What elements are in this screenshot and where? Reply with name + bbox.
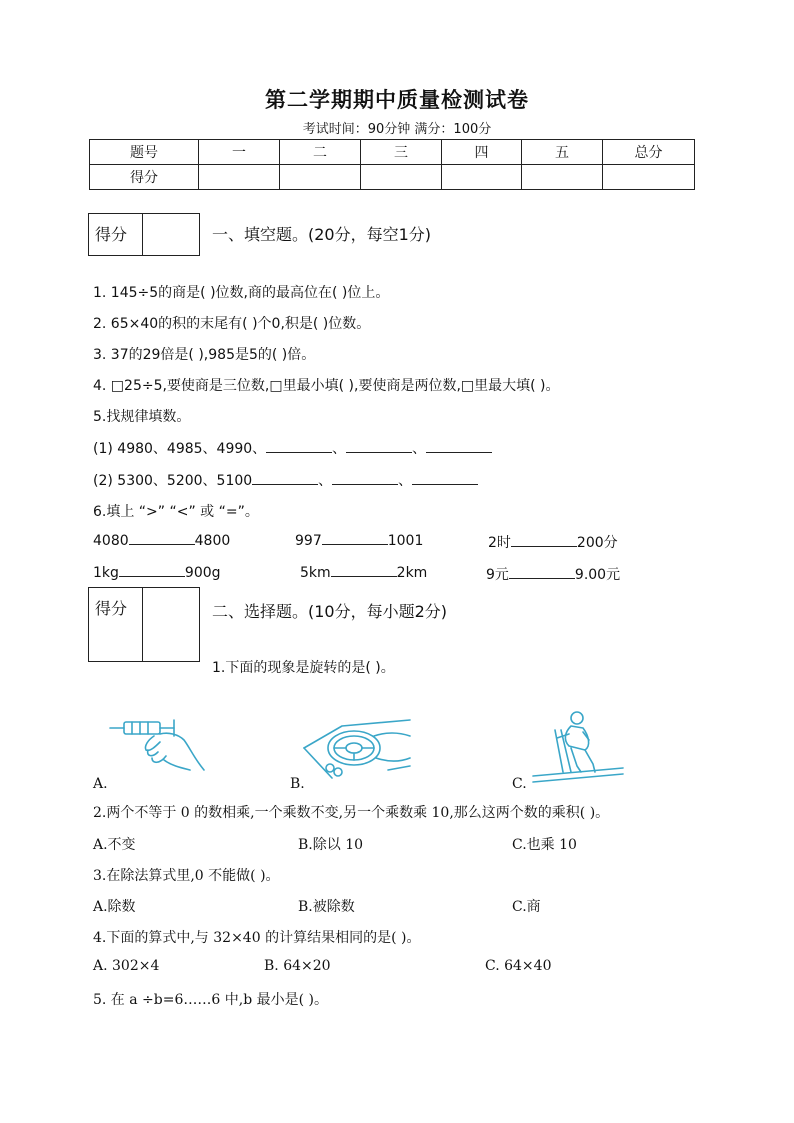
sequence-prefix: (2) 5300、5200、5100: [93, 473, 253, 489]
answer-blank[interactable]: [332, 472, 398, 485]
option-label: B.被除数: [298, 899, 355, 915]
answer-blank[interactable]: [426, 440, 492, 453]
separator: 、: [318, 473, 333, 489]
compare-right: 200分: [576, 535, 618, 551]
section1-heading: 一、填空题。(20分，每空1分): [212, 225, 432, 244]
score-box-blank[interactable]: [143, 214, 199, 255]
separator: 、: [412, 441, 427, 457]
header-cell: 总分: [603, 140, 695, 165]
score-box-label: 得分: [89, 214, 143, 255]
question-1-5-part2: [93, 470, 478, 490]
option-label: A.: [93, 776, 108, 792]
compare-left: 4080: [93, 533, 129, 549]
row-label: 得分: [90, 165, 199, 190]
answer-blank[interactable]: [511, 534, 577, 547]
option-label: A.不变: [93, 837, 136, 853]
score-cell[interactable]: [361, 165, 442, 190]
question-1-1: 1. 145÷5的商是( )位数,商的最高位在( )位上。: [93, 285, 390, 301]
score-table-score-row: [90, 165, 695, 190]
option-label: A. 302×4: [93, 958, 160, 974]
compare-left: 1kg: [93, 565, 119, 581]
answer-blank[interactable]: [266, 440, 332, 453]
steering-wheel-illustration: [302, 718, 412, 780]
sequence-prefix: (1) 4980、4985、4990、: [93, 441, 267, 457]
header-cell: 四: [442, 140, 522, 165]
compare-left: 997: [295, 533, 322, 549]
section1-score-box: [88, 213, 200, 256]
option-label: C.商: [512, 899, 541, 915]
question-1-3: 3. 37的29倍是( ),985是5的( )倍。: [93, 347, 316, 363]
question-2-3: 3.在除法算式里,0 不能做( )。: [93, 868, 280, 884]
question-2-1: 1.下面的现象是旋转的是( )。: [212, 660, 395, 676]
compare-left: 2时: [488, 535, 511, 551]
section2-score-box: [88, 587, 200, 662]
answer-blank[interactable]: [129, 532, 195, 545]
question-1-5: 5.找规律填数。: [93, 409, 191, 425]
score-cell[interactable]: [522, 165, 603, 190]
header-cell: 三: [361, 140, 442, 165]
question-2-5: 5. 在 a ÷b=6……6 中,b 最小是( )。: [93, 992, 328, 1008]
question-1-2: 2. 65×40的积的末尾有( )个0,积是( )位数。: [93, 316, 371, 332]
exam-info: 考试时间：90分钟 满分：100分: [302, 122, 492, 137]
answer-blank[interactable]: [331, 564, 397, 577]
compare-right: 9.00元: [574, 567, 621, 583]
score-cell[interactable]: [442, 165, 522, 190]
compare-item: [93, 564, 221, 581]
score-cell[interactable]: [199, 165, 280, 190]
separator: 、: [332, 441, 347, 457]
option-label: C.也乘 10: [512, 837, 577, 853]
answer-blank[interactable]: [346, 440, 412, 453]
score-cell[interactable]: [280, 165, 361, 190]
compare-item: [295, 532, 423, 549]
compare-item: [486, 564, 620, 584]
option-label: A.除数: [93, 899, 136, 915]
header-cell: 二: [280, 140, 361, 165]
question-1-5-part1: [93, 438, 492, 458]
compare-left: 9元: [486, 567, 509, 583]
separator: 、: [398, 473, 413, 489]
option-label: B.除以 10: [298, 837, 364, 853]
option-label: C. 64×40: [485, 958, 552, 974]
header-cell: 题号: [90, 140, 199, 165]
option-label: C.: [512, 776, 527, 792]
section2-heading: 二、选择题。(10分，每小题2分): [212, 602, 448, 621]
answer-blank[interactable]: [322, 532, 388, 545]
score-box-blank[interactable]: [143, 588, 199, 661]
answer-blank[interactable]: [509, 566, 575, 579]
answer-blank[interactable]: [119, 564, 185, 577]
score-table-header-row: [90, 140, 695, 165]
compare-item: [488, 532, 618, 552]
skier-illustration: [525, 710, 625, 786]
syringe-hand-illustration: [108, 710, 208, 772]
question-1-6: 6.填上 “>” “<” 或 “=”。: [93, 504, 259, 520]
question-1-4: 4. □25÷5,要使商是三位数,□里最小填( ),要使商是两位数,□里最大填( )。: [93, 378, 560, 394]
option-label: B. 64×20: [264, 958, 331, 974]
header-cell: 五: [522, 140, 603, 165]
compare-item: [300, 564, 427, 581]
score-table: [89, 139, 695, 190]
compare-right: 900g: [184, 565, 221, 581]
compare-item: [93, 532, 230, 549]
question-2-2: 2.两个不等于 0 的数相乘,一个乘数不变,另一个乘数乘 10,那么这两个数的乘积( )。: [93, 805, 610, 821]
header-cell: 一: [199, 140, 280, 165]
score-cell[interactable]: [603, 165, 695, 190]
answer-blank[interactable]: [412, 472, 478, 485]
score-box-label: 得分: [89, 588, 143, 661]
compare-left: 5km: [300, 565, 331, 581]
compare-right: 1001: [387, 533, 424, 549]
compare-right: 4800: [194, 533, 231, 549]
question-2-4: 4.下面的算式中,与 32×40 的计算结果相同的是( )。: [93, 930, 421, 946]
option-label: B.: [290, 776, 305, 792]
answer-blank[interactable]: [252, 472, 318, 485]
compare-right: 2km: [396, 565, 428, 581]
page-title: 第二学期期中质量检测试卷: [265, 88, 529, 112]
